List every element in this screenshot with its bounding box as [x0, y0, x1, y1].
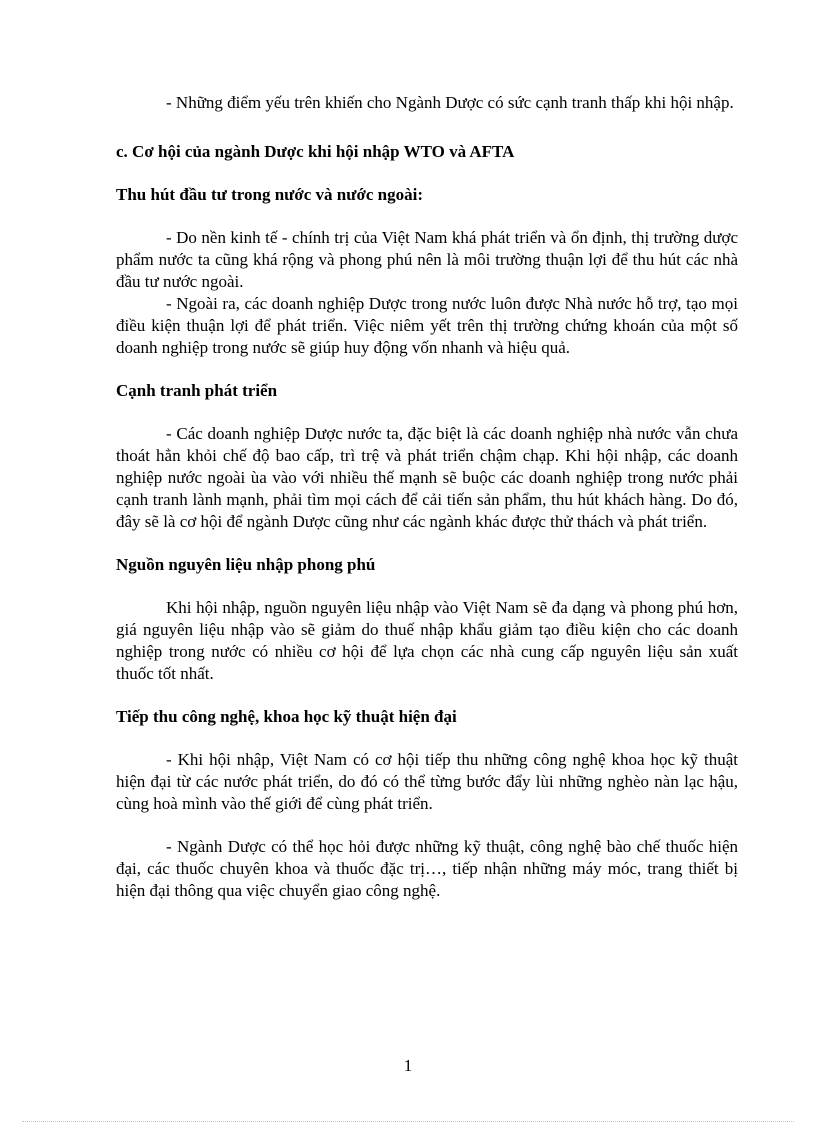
subheading-investment: Thu hút đầu tư trong nước và nước ngoài: — [116, 185, 424, 204]
paragraph-weakness-conclusion: - Những điểm yếu trên khiến cho Ngành Dược có sức cạnh tranh thấp khi hội nhập. — [166, 93, 734, 112]
paragraph-technology-2: - Ngành Dược có thể học hỏi được những kỹ thuật, công nghệ bào chế thuốc hiện đại, các thuốc chuyên khoa và thuốc đặc trị…, tiếp nhận những máy móc, trang thiết bị hiện đại thông qua việc chuyển giao công nghệ. — [116, 837, 738, 900]
section-heading-opportunities: c. Cơ hội của ngành Dược khi hội nhập WTO và AFTA — [116, 142, 515, 161]
paragraph-investment-2: - Ngoài ra, các doanh nghiệp Dược trong nước luôn được Nhà nước hỗ trợ, tạo mọi điều kiện thuận lợi để phát triển. Việc niêm yết trên thị trường chứng khoán của một số doanh nghiệp trong nước sẽ giúp huy động vốn nhanh và hiệu quả. — [116, 294, 738, 357]
subheading-raw-materials: Nguồn nguyên liệu nhập phong phú — [116, 555, 376, 574]
page-content — [116, 92, 738, 902]
subheading-competition: Cạnh tranh phát triển — [116, 381, 278, 400]
page-bottom-divider — [22, 1121, 794, 1122]
paragraph-competition: - Các doanh nghiệp Dược nước ta, đặc biệt là các doanh nghiệp nhà nước vẫn chưa thoát hẳn khỏi chế độ bao cấp, trì trệ và phát triển chậm chạp. Khi hội nhập, các doanh nghiệp nước ngoài ùa vào với nhiều thế mạnh sẽ buộc các doanh nghiệp trong nước phải cạnh tranh lành mạnh, phải tìm mọi cách để cải tiến sản phẩm, thu hút khách hàng. Do đó, đây sẽ là cơ hội để ngành Dược cũng như các ngành khác được thử thách và phát triển. — [116, 424, 738, 531]
page-number: 1 — [403, 1056, 413, 1075]
subheading-technology: Tiếp thu công nghệ, khoa học kỹ thuật hiện đại — [116, 707, 457, 726]
paragraph-technology-1: - Khi hội nhập, Việt Nam có cơ hội tiếp thu những công nghệ khoa học kỹ thuật hiện đại từ các nước phát triển, do đó có thể từng bước đẩy lùi những nghèo nàn lạc hậu, cùng hoà mình vào thế giới để cùng phát triển. — [116, 750, 738, 813]
paragraph-raw-materials: Khi hội nhập, nguồn nguyên liệu nhập vào Việt Nam sẽ đa dạng và phong phú hơn, giá nguyên liệu nhập vào sẽ giảm do thuế nhập khẩu giảm tạo điều kiện cho các doanh nghiệp trong nước có nhiều cơ hội để lựa chọn các nhà cung cấp nguyên liệu sản xuất thuốc tốt nhất. — [116, 598, 738, 683]
paragraph-investment-1: - Do nền kinh tế - chính trị của Việt Nam khá phát triển và ổn định, thị trường dược phẩm nước ta cũng khá rộng và phong phú nên là môi trường thuận lợi để thu hút các nhà đầu tư nước ngoài. — [116, 228, 738, 291]
